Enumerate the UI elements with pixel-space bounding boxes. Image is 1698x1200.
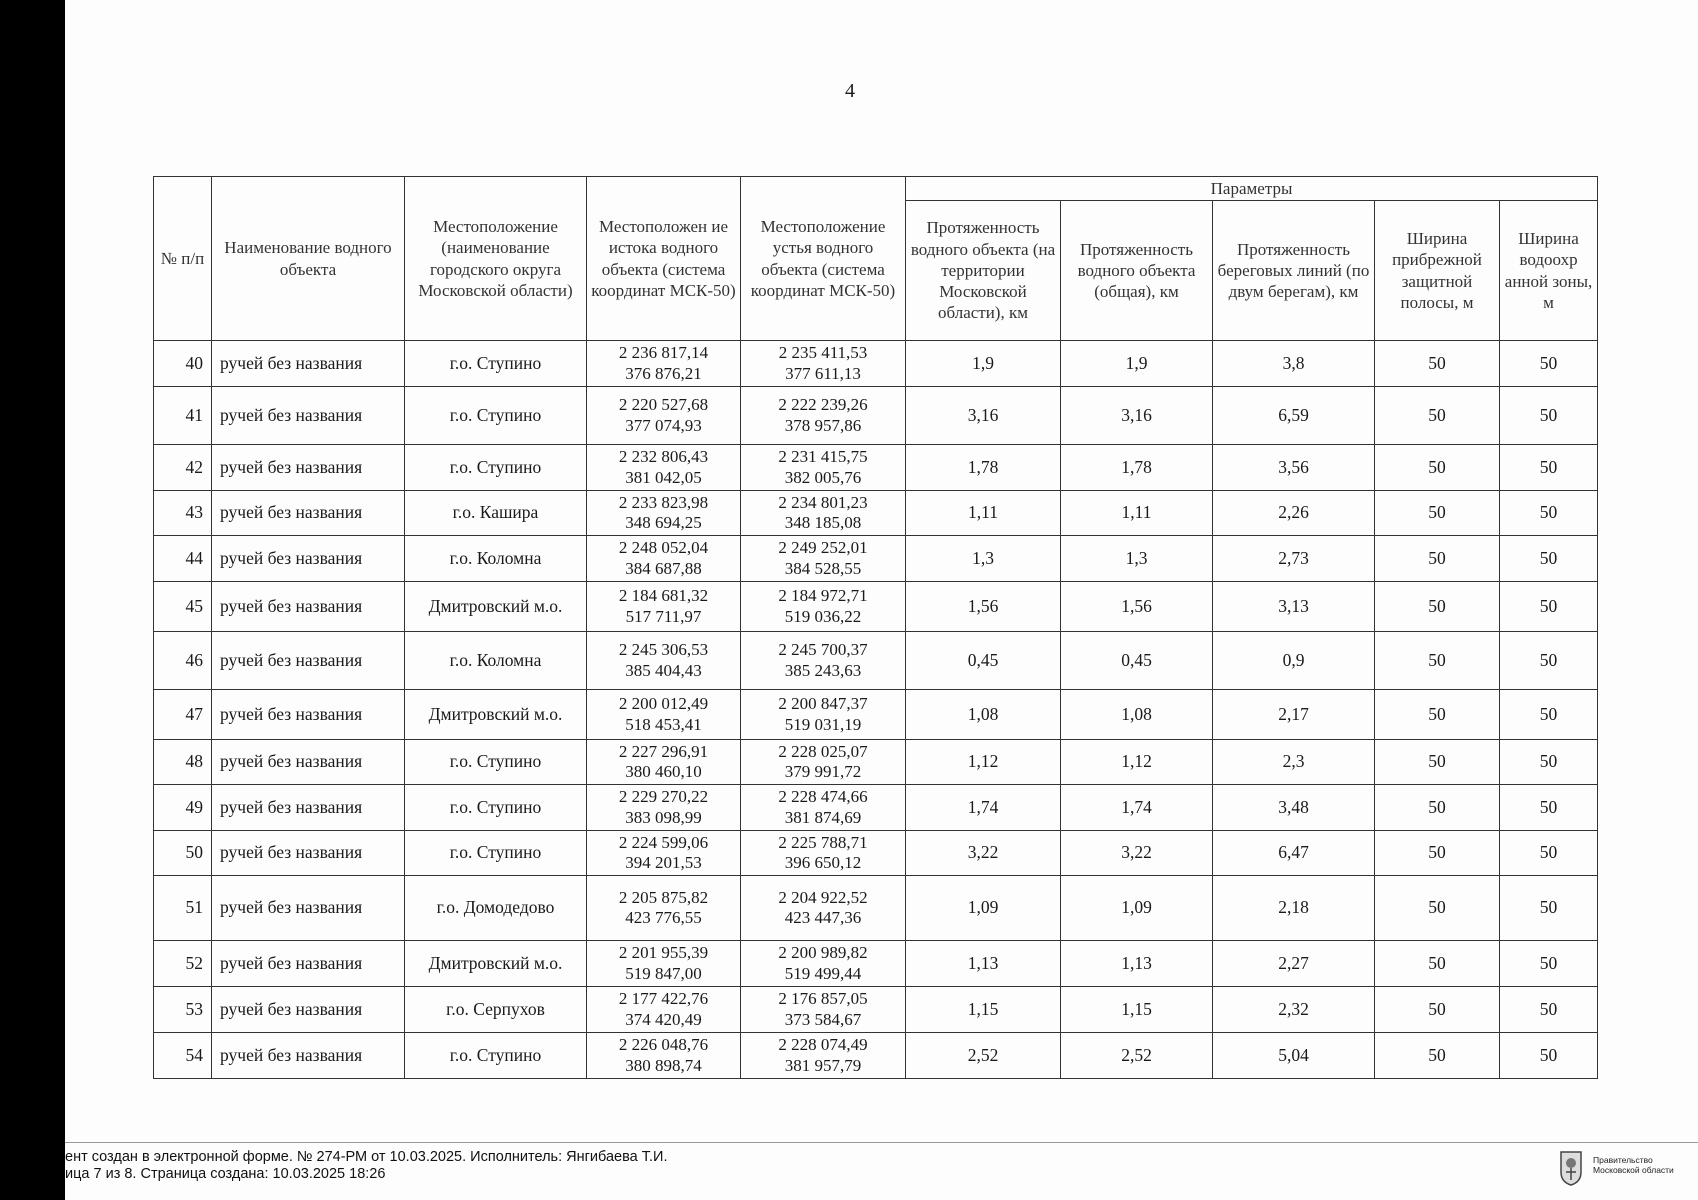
mouth-coordinates bbox=[741, 690, 906, 740]
row-number: 42 bbox=[154, 445, 212, 491]
mouth-x: 2 200 847,37 bbox=[778, 694, 868, 714]
source-coordinates bbox=[587, 690, 741, 740]
location-name: г.о. Ступино bbox=[405, 341, 587, 387]
coastal-strip-width: 50 bbox=[1375, 740, 1500, 785]
coastal-strip-width: 50 bbox=[1375, 445, 1500, 491]
length-mo: 1,56 bbox=[906, 582, 1061, 632]
mouth-coordinates bbox=[741, 876, 906, 941]
source-y: 380 898,74 bbox=[625, 1055, 702, 1075]
table-row bbox=[154, 445, 1598, 491]
coastal-strip-width: 50 bbox=[1375, 987, 1500, 1033]
water-zone-width: 50 bbox=[1500, 987, 1598, 1033]
gov-line-1: Правительство bbox=[1593, 1155, 1653, 1165]
water-zone-width: 50 bbox=[1500, 341, 1598, 387]
coastal-strip-width: 50 bbox=[1375, 582, 1500, 632]
source-coordinates bbox=[587, 632, 741, 690]
table-row bbox=[154, 740, 1598, 785]
table-row bbox=[154, 690, 1598, 740]
source-coordinates bbox=[587, 987, 741, 1033]
length-total: 1,13 bbox=[1061, 941, 1213, 987]
coastal-strip-width: 50 bbox=[1375, 632, 1500, 690]
mouth-x: 2 245 700,37 bbox=[778, 640, 868, 660]
water-object-name: ручей без названия bbox=[212, 831, 405, 876]
location-name: г.о. Ступино bbox=[405, 445, 587, 491]
location-name: Дмитровский м.о. bbox=[405, 582, 587, 632]
footer-divider bbox=[65, 1142, 1698, 1143]
table-row bbox=[154, 582, 1598, 632]
source-coordinates bbox=[587, 341, 741, 387]
mouth-coordinates bbox=[741, 1033, 906, 1079]
source-x: 2 232 806,43 bbox=[618, 447, 709, 467]
mouth-y: 396 650,12 bbox=[784, 853, 862, 872]
mouth-coordinates bbox=[741, 941, 906, 987]
water-object-name: ручей без названия bbox=[212, 740, 405, 785]
shore-length: 3,13 bbox=[1213, 582, 1375, 632]
mouth-x: 2 235 411,53 bbox=[778, 343, 868, 363]
length-mo: 0,45 bbox=[906, 632, 1061, 690]
source-y: 519 847,00 bbox=[625, 963, 702, 983]
mouth-x: 2 225 788,71 bbox=[778, 832, 868, 852]
length-total: 1,74 bbox=[1061, 785, 1213, 831]
table-row bbox=[154, 536, 1598, 582]
shore-length: 3,48 bbox=[1213, 785, 1375, 831]
length-total: 1,12 bbox=[1061, 740, 1213, 785]
coastal-strip-width: 50 bbox=[1375, 785, 1500, 831]
shore-length: 2,26 bbox=[1213, 491, 1375, 536]
mouth-y: 378 957,86 bbox=[784, 415, 862, 435]
source-x: 2 248 052,04 bbox=[618, 538, 709, 558]
shore-length: 2,18 bbox=[1213, 876, 1375, 941]
row-number: 44 bbox=[154, 536, 212, 582]
water-object-name: ручей без названия bbox=[212, 341, 405, 387]
table-row bbox=[154, 876, 1598, 941]
coastal-strip-width: 50 bbox=[1375, 536, 1500, 582]
source-x: 2 201 955,39 bbox=[618, 943, 709, 963]
mouth-coordinates bbox=[741, 445, 906, 491]
source-y: 423 776,55 bbox=[625, 908, 702, 927]
water-object-name: ручей без названия bbox=[212, 987, 405, 1033]
table-row bbox=[154, 941, 1598, 987]
source-y: 348 694,25 bbox=[625, 513, 702, 532]
source-y: 381 042,05 bbox=[625, 467, 702, 487]
shore-length: 2,27 bbox=[1213, 941, 1375, 987]
shore-length: 6,47 bbox=[1213, 831, 1375, 876]
length-total: 3,16 bbox=[1061, 387, 1213, 445]
location-name: г.о. Домодедово bbox=[405, 876, 587, 941]
shore-length: 5,04 bbox=[1213, 1033, 1375, 1079]
mouth-coordinates bbox=[741, 785, 906, 831]
footer-line-1: ент создан в электронной форме. № 274-РМ от 10.03.2025. Исполнитель: Янгибаева Т.И. bbox=[65, 1149, 668, 1165]
length-total: 3,22 bbox=[1061, 831, 1213, 876]
row-number: 46 bbox=[154, 632, 212, 690]
shore-length: 3,56 bbox=[1213, 445, 1375, 491]
location-name: г.о. Ступино bbox=[405, 831, 587, 876]
mouth-y: 519 036,22 bbox=[784, 606, 862, 626]
length-mo: 1,09 bbox=[906, 876, 1061, 941]
water-object-name: ручей без названия bbox=[212, 1033, 405, 1079]
water-zone-width: 50 bbox=[1500, 876, 1598, 941]
mouth-coordinates bbox=[741, 987, 906, 1033]
row-number: 51 bbox=[154, 876, 212, 941]
length-mo: 1,9 bbox=[906, 341, 1061, 387]
row-number: 43 bbox=[154, 491, 212, 536]
water-zone-width: 50 bbox=[1500, 690, 1598, 740]
table-row bbox=[154, 387, 1598, 445]
water-objects-table bbox=[153, 176, 1598, 1079]
source-y: 394 201,53 bbox=[625, 853, 702, 872]
location-name: г.о. Ступино bbox=[405, 740, 587, 785]
mouth-coordinates bbox=[741, 536, 906, 582]
row-number: 50 bbox=[154, 831, 212, 876]
header-num: № п/п bbox=[154, 177, 212, 341]
source-y: 383 098,99 bbox=[625, 807, 702, 827]
source-x: 2 245 306,53 bbox=[618, 640, 709, 660]
mouth-x: 2 222 239,26 bbox=[778, 395, 868, 415]
source-coordinates bbox=[587, 876, 741, 941]
mouth-y: 373 584,67 bbox=[784, 1009, 862, 1029]
table-body bbox=[154, 341, 1598, 1079]
water-zone-width: 50 bbox=[1500, 1033, 1598, 1079]
water-zone-width: 50 bbox=[1500, 785, 1598, 831]
length-total: 1,11 bbox=[1061, 491, 1213, 536]
length-total: 1,56 bbox=[1061, 582, 1213, 632]
source-y: 385 404,43 bbox=[625, 660, 702, 680]
mouth-x: 2 204 922,52 bbox=[778, 887, 868, 907]
table-row bbox=[154, 341, 1598, 387]
length-mo: 1,74 bbox=[906, 785, 1061, 831]
source-y: 374 420,49 bbox=[625, 1009, 702, 1029]
shore-length: 2,73 bbox=[1213, 536, 1375, 582]
water-object-name: ручей без названия bbox=[212, 941, 405, 987]
header-location: Местоположение (наименование городского округа Московской области) bbox=[405, 177, 587, 341]
row-number: 54 bbox=[154, 1033, 212, 1079]
government-label bbox=[1593, 1155, 1674, 1175]
mouth-coordinates bbox=[741, 632, 906, 690]
header-name: Наименование водного объекта bbox=[212, 177, 405, 341]
coastal-strip-width: 50 bbox=[1375, 491, 1500, 536]
length-total: 1,78 bbox=[1061, 445, 1213, 491]
water-object-name: ручей без названия bbox=[212, 690, 405, 740]
footer-line-2: ица 7 из 8. Страница создана: 10.03.2025 18:26 bbox=[65, 1166, 386, 1182]
shore-length: 3,8 bbox=[1213, 341, 1375, 387]
mouth-x: 2 228 474,66 bbox=[778, 787, 868, 807]
coastal-strip-width: 50 bbox=[1375, 341, 1500, 387]
source-x: 2 205 875,82 bbox=[618, 887, 709, 907]
source-coordinates bbox=[587, 831, 741, 876]
water-object-name: ручей без названия bbox=[212, 632, 405, 690]
mouth-y: 348 185,08 bbox=[784, 513, 862, 532]
mouth-y: 384 528,55 bbox=[784, 558, 862, 578]
table-row bbox=[154, 491, 1598, 536]
length-mo: 3,22 bbox=[906, 831, 1061, 876]
length-mo: 2,52 bbox=[906, 1033, 1061, 1079]
header-params-group: Параметры bbox=[906, 177, 1598, 201]
location-name: г.о. Коломна bbox=[405, 536, 587, 582]
source-y: 384 687,88 bbox=[625, 558, 702, 578]
coastal-strip-width: 50 bbox=[1375, 831, 1500, 876]
mouth-x: 2 228 074,49 bbox=[778, 1035, 868, 1055]
mouth-y: 519 499,44 bbox=[784, 963, 862, 983]
coastal-strip-width: 50 bbox=[1375, 941, 1500, 987]
row-number: 45 bbox=[154, 582, 212, 632]
mouth-coordinates bbox=[741, 582, 906, 632]
source-coordinates bbox=[587, 582, 741, 632]
table-row bbox=[154, 1033, 1598, 1079]
location-name: Дмитровский м.о. bbox=[405, 690, 587, 740]
mouth-coordinates bbox=[741, 387, 906, 445]
table-row bbox=[154, 785, 1598, 831]
mouth-x: 2 228 025,07 bbox=[778, 741, 868, 761]
length-total: 1,09 bbox=[1061, 876, 1213, 941]
shore-length: 2,3 bbox=[1213, 740, 1375, 785]
shore-length: 0,9 bbox=[1213, 632, 1375, 690]
water-zone-width: 50 bbox=[1500, 632, 1598, 690]
source-x: 2 184 681,32 bbox=[618, 586, 709, 606]
source-coordinates bbox=[587, 1033, 741, 1079]
mouth-coordinates bbox=[741, 831, 906, 876]
length-mo: 1,15 bbox=[906, 987, 1061, 1033]
water-object-name: ручей без названия bbox=[212, 491, 405, 536]
mouth-y: 377 611,13 bbox=[785, 363, 861, 383]
source-y: 518 453,41 bbox=[625, 714, 702, 734]
mouth-y: 382 005,76 bbox=[784, 467, 862, 487]
footer-note bbox=[65, 1149, 667, 1183]
mouth-y: 385 243,63 bbox=[784, 660, 862, 680]
source-y: 377 074,93 bbox=[625, 415, 702, 435]
water-zone-width: 50 bbox=[1500, 582, 1598, 632]
source-y: 517 711,97 bbox=[625, 606, 702, 626]
source-x: 2 227 296,91 bbox=[618, 741, 709, 761]
length-total: 1,9 bbox=[1061, 341, 1213, 387]
header-water: Ширина водоохр анной зоны, м bbox=[1500, 201, 1598, 341]
header-coastal: Ширина прибрежной защитной полосы, м bbox=[1375, 201, 1500, 341]
source-coordinates bbox=[587, 785, 741, 831]
coat-of-arms-icon bbox=[1558, 1150, 1584, 1186]
mouth-x: 2 176 857,05 bbox=[778, 989, 868, 1009]
length-mo: 1,08 bbox=[906, 690, 1061, 740]
water-object-name: ручей без названия bbox=[212, 536, 405, 582]
row-number: 52 bbox=[154, 941, 212, 987]
location-name: г.о. Кашира bbox=[405, 491, 587, 536]
source-x: 2 224 599,06 bbox=[618, 832, 709, 852]
mouth-coordinates bbox=[741, 341, 906, 387]
source-coordinates bbox=[587, 536, 741, 582]
source-x: 2 220 527,68 bbox=[618, 395, 709, 415]
coastal-strip-width: 50 bbox=[1375, 1033, 1500, 1079]
coastal-strip-width: 50 bbox=[1375, 690, 1500, 740]
table-row bbox=[154, 831, 1598, 876]
location-name: г.о. Ступино bbox=[405, 387, 587, 445]
water-object-name: ручей без названия bbox=[212, 582, 405, 632]
table-row bbox=[154, 987, 1598, 1033]
source-coordinates bbox=[587, 387, 741, 445]
header-shore: Протяженность береговых линий (по двум берегам), км bbox=[1213, 201, 1375, 341]
water-object-name: ручей без названия bbox=[212, 387, 405, 445]
row-number: 41 bbox=[154, 387, 212, 445]
source-x: 2 200 012,49 bbox=[618, 694, 709, 714]
water-object-name: ручей без названия bbox=[212, 876, 405, 941]
mouth-x: 2 234 801,23 bbox=[778, 492, 868, 512]
location-name: Дмитровский м.о. bbox=[405, 941, 587, 987]
water-object-name: ручей без названия bbox=[212, 445, 405, 491]
source-y: 380 460,10 bbox=[625, 762, 702, 781]
source-coordinates bbox=[587, 491, 741, 536]
length-mo: 1,12 bbox=[906, 740, 1061, 785]
coastal-strip-width: 50 bbox=[1375, 876, 1500, 941]
table-row bbox=[154, 632, 1598, 690]
water-zone-width: 50 bbox=[1500, 445, 1598, 491]
water-zone-width: 50 bbox=[1500, 831, 1598, 876]
header-length-total: Протяженность водного объекта (общая), км bbox=[1061, 201, 1213, 341]
page-number: 4 bbox=[845, 80, 855, 102]
mouth-coordinates bbox=[741, 491, 906, 536]
location-name: г.о. Ступино bbox=[405, 1033, 587, 1079]
water-zone-width: 50 bbox=[1500, 740, 1598, 785]
shore-length: 2,17 bbox=[1213, 690, 1375, 740]
water-zone-width: 50 bbox=[1500, 387, 1598, 445]
source-coordinates bbox=[587, 740, 741, 785]
source-coordinates bbox=[587, 445, 741, 491]
source-x: 2 229 270,22 bbox=[618, 787, 709, 807]
source-coordinates bbox=[587, 941, 741, 987]
source-x: 2 233 823,98 bbox=[618, 492, 709, 512]
shore-length: 2,32 bbox=[1213, 987, 1375, 1033]
mouth-x: 2 249 252,01 bbox=[778, 538, 868, 558]
mouth-x: 2 184 972,71 bbox=[778, 586, 868, 606]
coastal-strip-width: 50 bbox=[1375, 387, 1500, 445]
water-object-name: ручей без названия bbox=[212, 785, 405, 831]
length-total: 2,52 bbox=[1061, 1033, 1213, 1079]
length-mo: 3,16 bbox=[906, 387, 1061, 445]
mouth-x: 2 231 415,75 bbox=[778, 447, 868, 467]
length-mo: 1,13 bbox=[906, 941, 1061, 987]
water-zone-width: 50 bbox=[1500, 491, 1598, 536]
mouth-x: 2 200 989,82 bbox=[778, 943, 868, 963]
length-mo: 1,11 bbox=[906, 491, 1061, 536]
mouth-y: 381 874,69 bbox=[784, 807, 862, 827]
source-y: 376 876,21 bbox=[625, 363, 702, 383]
location-name: г.о. Коломна bbox=[405, 632, 587, 690]
header-source: Местоположен ие истока водного объекта (система координат МСК-50) bbox=[587, 177, 741, 341]
scan-left-edge bbox=[0, 0, 65, 1200]
mouth-y: 379 991,72 bbox=[784, 762, 862, 781]
gov-line-2: Московской области bbox=[1593, 1165, 1674, 1175]
mouth-y: 519 031,19 bbox=[784, 714, 862, 734]
location-name: г.о. Серпухов bbox=[405, 987, 587, 1033]
water-zone-width: 50 bbox=[1500, 941, 1598, 987]
row-number: 48 bbox=[154, 740, 212, 785]
row-number: 47 bbox=[154, 690, 212, 740]
mouth-y: 381 957,79 bbox=[784, 1055, 862, 1075]
length-total: 1,3 bbox=[1061, 536, 1213, 582]
row-number: 53 bbox=[154, 987, 212, 1033]
header-mouth: Местоположение устья водного объекта (система координат МСК-50) bbox=[741, 177, 906, 341]
row-number: 49 bbox=[154, 785, 212, 831]
length-total: 1,15 bbox=[1061, 987, 1213, 1033]
header-length-mo: Протяженность водного объекта (на территории Московской области), км bbox=[906, 201, 1061, 341]
length-total: 0,45 bbox=[1061, 632, 1213, 690]
location-name: г.о. Ступино bbox=[405, 785, 587, 831]
mouth-y: 423 447,36 bbox=[784, 908, 862, 927]
length-total: 1,08 bbox=[1061, 690, 1213, 740]
length-mo: 1,3 bbox=[906, 536, 1061, 582]
source-x: 2 236 817,14 bbox=[618, 343, 709, 363]
length-mo: 1,78 bbox=[906, 445, 1061, 491]
mouth-coordinates bbox=[741, 740, 906, 785]
water-zone-width: 50 bbox=[1500, 536, 1598, 582]
row-number: 40 bbox=[154, 341, 212, 387]
source-x: 2 177 422,76 bbox=[618, 989, 709, 1009]
shore-length: 6,59 bbox=[1213, 387, 1375, 445]
source-x: 2 226 048,76 bbox=[618, 1035, 709, 1055]
